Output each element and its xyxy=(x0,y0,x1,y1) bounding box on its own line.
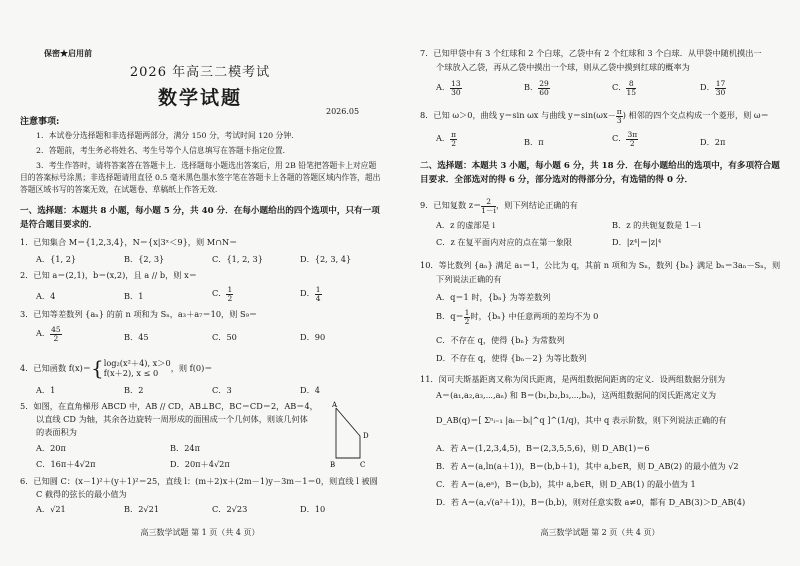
question-7-line-2: 个球放入乙袋，再从乙袋中摸出一个球，则从乙袋中摸到红球的概率为 xyxy=(436,62,690,72)
question-6-line-1: 6．已知圆 C：(x－1)²＋(y＋1)²＝25，直线 l：(m＋2)x＋(2m－1)y－3m－1＝0，则直线 l 被圆 xyxy=(20,476,378,486)
confidential-label: 保密★启用前 xyxy=(44,48,92,58)
q8-option-b: B．π xyxy=(524,137,544,147)
q8-option-d: D．2π xyxy=(700,137,726,147)
q1-option-c: C．{1, 2, 3} xyxy=(212,254,263,264)
q11-option-c: C．若 A＝(a,eᵃ)，B＝(b,b)，其中 a,b∈R，则 D_AB(1) 的最小值为 1 xyxy=(436,479,696,489)
figure-label-d: D xyxy=(363,432,369,440)
q3-option-b: B．45 xyxy=(124,332,149,342)
q4-option-b: B．2 xyxy=(124,385,144,395)
q9-option-d: D．|z⁴|＝|z|⁴ xyxy=(612,237,662,247)
q11-option-b: B．若 A＝(a,ln(a＋1))，B＝(b,b＋1)，其中 a,b∈R，则 D_AB(2) 的最小值为 √2 xyxy=(436,461,739,471)
q1-option-b: B．{2, 3} xyxy=(124,254,165,264)
question-11-line-2: A＝(a₁,a₂,a₃,⋯,aₙ) 和 B＝(b₁,b₂,b₃,⋯,bₙ)，这两组数据间的闵氏距离定义为 xyxy=(436,390,717,400)
q1-option-d: D．{2, 3, 4} xyxy=(300,254,352,264)
q2-option-a: A．4 xyxy=(36,291,56,301)
q2-option-b: B．1 xyxy=(124,291,144,301)
question-7-line-1: 7．已知甲袋中有 3 个红球和 2 个白球，乙袋中有 2 个红球和 3 个白球．从甲袋中随机摸出一 xyxy=(420,48,762,58)
figure-label-b: B xyxy=(330,461,336,469)
question-11-line-1: 11．闵可夫斯基距离又称为闵氏距离，是两组数据间距离的定义．设两组数据分别为 xyxy=(420,374,726,384)
note-3: 3．考生作答时，请将答案答在答题卡上．选择题每小题选出答案后，用 2B 铅笔把答题卡上对应题目的答案标号涂黑；非选择题请用直径 0.5 毫米黑色墨水签字笔在答题卡上各题的答题区域内作答，超出答题区域书写的答案无效，在试题卷、草稿纸上作答无效. xyxy=(20,161,381,195)
figure-label-a: A xyxy=(332,401,338,409)
question-11-definition: D_AB(q)＝[ Σⁿᵢ₌₁ |aᵢ－bᵢ|^q ]^(1/q)，其中 q 表示阶数，则下列说法正确的有 xyxy=(436,415,727,425)
question-1: 1．已知集合 M＝{1,2,3,4}，N＝{x|3ˣ＜9}，则 M∩N＝ xyxy=(20,237,238,247)
note-2: 2．答题前，考生务必将姓名、考生号等个人信息填写在答题卡指定位置. xyxy=(36,146,286,155)
q6-option-a: A．√21 xyxy=(36,504,66,514)
q9-option-b: B．z 的共轭复数是 1－i xyxy=(612,220,701,230)
q3-option-c: C．50 xyxy=(212,332,237,342)
trapezoid-figure xyxy=(326,400,376,470)
q10-option-d: D．不存在 q，使得 {bₙ－2} 为等比数列 xyxy=(436,353,587,363)
q7-option-a: A． $\frac{13}{30}$ xyxy=(436,79,461,97)
q4-option-c: C．3 xyxy=(212,385,232,395)
q3-option-a: A． $\frac{45}{2}$ xyxy=(36,325,61,343)
note-1: 1．本试卷分选择题和非选择题两部分，满分 150 分，考试时间 120 分钟. xyxy=(36,131,294,140)
q7-option-d: D． $\frac{17}{30}$ xyxy=(700,79,726,97)
question-10-line-2: 下列说法正确的有 xyxy=(436,274,502,284)
question-4: 4．已知函数 f(x)＝ { log₂(x²＋4), x＞0 f(x＋2), x ≤ 0 ，则 f(0)＝ xyxy=(20,356,213,381)
q2-option-c: C． $\frac{1}{2}$ xyxy=(212,285,233,303)
q10-option-c: C．不存在 q，使得 {bₙ} 为常数列 xyxy=(436,335,565,345)
q6-option-c: C．2√23 xyxy=(212,504,248,514)
page-footer-2: 高三数学试题 第 2 页（共 4 页） xyxy=(540,528,660,537)
q9-option-c: C．z 在复平面内对应的点在第一象限 xyxy=(436,237,572,247)
exam-title: 2026 年高三二模考试 xyxy=(129,65,271,80)
q7-option-c: C． $\frac{8}{15}$ xyxy=(612,79,636,97)
q10-option-b: B．q＝ $\frac{1}{2}$ 时，{bₙ} 中任意两项的差均不为 0 xyxy=(436,308,599,326)
q10-option-a: A．q＝1 时，{bₙ} 为等差数列 xyxy=(436,292,551,302)
q6-option-b: B．2√21 xyxy=(124,504,160,514)
page-footer-1: 高三数学试题 第 1 页（共 4 页） xyxy=(140,528,260,537)
question-5-line-1: 5．如图，在直角梯形 ABCD 中，AB // CD，AB⊥BC，BC＝CD＝2，AB＝4， xyxy=(20,401,318,411)
q4-option-a: A．1 xyxy=(36,385,56,395)
q7-option-b: B． $\frac{29}{60}$ xyxy=(524,79,549,97)
q6-option-d: D．10 xyxy=(300,504,326,514)
exam-date: 2026.05 xyxy=(326,107,360,116)
question-9: 9．已知复数 z＝ $\frac{2}{1-i}$ ，则下列结论正确的有 xyxy=(420,197,578,215)
question-5-line-2: 以直线 CD 为轴，其余各边旋转一周形成的面围成一个几何体，则该几何体 xyxy=(36,414,308,424)
question-6-line-2: C 截得的弦长的最小值为 xyxy=(36,489,127,499)
section-1-heading: 一、选择题：本题共 8 小题，每小题 5 分，共 40 分．在每小题给出的四个选项中，只有一项是符合题目要求的． xyxy=(20,206,380,230)
q9-option-a: A．z 的虚部是 i xyxy=(436,220,495,230)
q8-option-c: C． $\frac{3\pi}{2}$ xyxy=(612,130,638,148)
q5-option-c: C．16π＋4√2π xyxy=(36,459,96,469)
q2-option-d: D． $\frac{1}{4}$ xyxy=(300,285,321,303)
section-2-heading: 二、选择题：本题共 3 小题，每小题 6 分，共 18 分．在每小题给出的选项中，有多项符合题目要求．全部选对的得 6 分，部分选对的得部分分，有选错的得 0 分． xyxy=(420,161,780,185)
question-10-line-1: 10．等比数列 {aₙ} 满足 a₁＝1，公比为 q，其前 n 项和为 Sₙ，数列 {bₙ} 满足 bₙ＝3aₙ－Sₙ，则 xyxy=(420,260,781,270)
question-8: 8．已知 ω＞0，曲线 y＝sin ωx 与曲线 y＝sin(ωx－ $\frac{\pi}{3}$ ) 相邻的四个交点构成一个菱形，则 ω＝ xyxy=(420,107,769,125)
q5-option-d: D．20π＋4√2π xyxy=(170,459,230,469)
q11-option-d: D．若 A＝(a,√(a²＋1))，B＝(b,b)，则对任意实数 a≠0，都有 D_AB(3)＞D_AB(4) xyxy=(436,497,746,507)
question-5-line-3: 的表面积为 xyxy=(36,427,77,437)
question-2: 2．已知 a＝(2,1)，b＝(x,2)，且 a // b，则 x＝ xyxy=(20,270,197,280)
subject-title: 数学试题 xyxy=(157,87,242,109)
q11-option-a: A．若 A＝(1,2,3,4,5)，B＝(2,3,5,5,6)，则 D_AB(1)＝6 xyxy=(436,443,650,453)
right-page xyxy=(400,0,800,566)
q8-option-a: A． $\frac{\pi}{2}$ xyxy=(436,130,457,148)
q5-option-a: A．20π xyxy=(36,443,66,453)
figure-label-c: C xyxy=(360,461,366,469)
q1-option-a: A．{1, 2} xyxy=(36,254,77,264)
question-3: 3．已知等差数列 {aₙ} 的前 n 项和为 Sₙ，a₃＋a₇＝10，则 S₉＝ xyxy=(20,309,258,319)
q3-option-d: D．90 xyxy=(300,332,326,342)
q5-option-b: B．24π xyxy=(170,443,201,453)
q4-option-d: D．4 xyxy=(300,385,320,395)
notes-heading: 注意事项: xyxy=(20,117,60,127)
